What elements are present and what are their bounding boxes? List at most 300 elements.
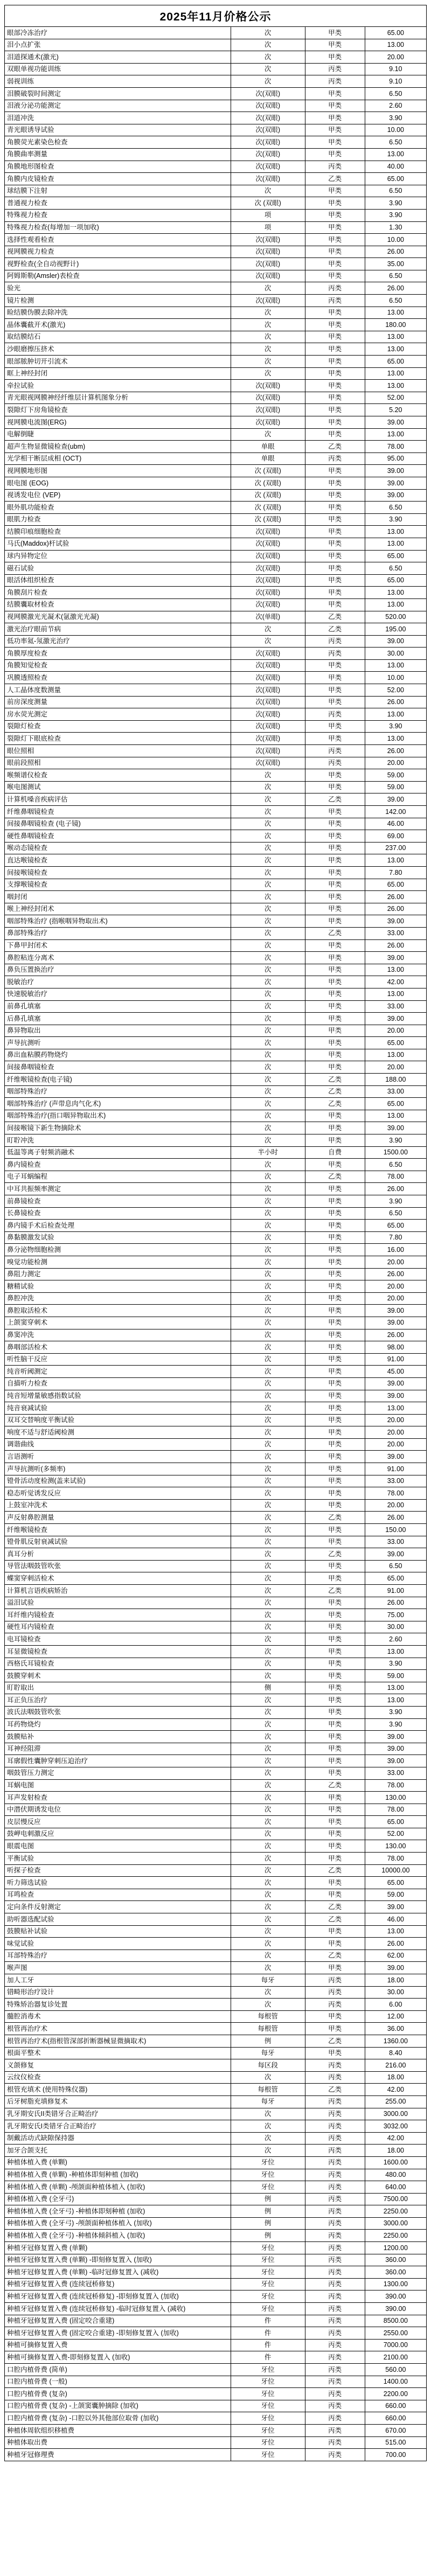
table-row [5,2339,427,2351]
table-row [5,234,427,246]
table-row [5,2388,427,2400]
table-row [5,915,427,928]
item-name-cell: 口腔内植骨费 (简单) [5,2364,231,2376]
item-name-cell: 听性脑干反应 [5,1353,231,1366]
item-class-cell: 甲类 [305,1414,365,1426]
table-row [5,356,427,368]
item-class-cell: 甲类 [305,1438,365,1451]
item-unit-cell: 次 (双眼) [231,477,305,489]
table-row [5,830,427,843]
item-name-cell: 泪膜破裂时间测定 [5,87,231,100]
item-price-cell: 7.80 [365,866,426,879]
item-class-cell: 甲类 [305,1390,365,1402]
table-row [5,1366,427,1378]
item-price-cell: 78.00 [365,1779,426,1792]
item-class-cell: 丙类 [305,2242,365,2254]
table-row [5,2217,427,2230]
table-row [5,2254,427,2266]
item-price-cell: 6.50 [365,185,426,197]
item-price-cell: 20.00 [365,1061,426,1074]
item-unit-cell: 次(双眼) [231,234,305,246]
item-class-cell: 甲类 [305,404,365,416]
item-price-cell: 36.00 [365,2023,426,2035]
item-name-cell: 角膜厚度检查 [5,648,231,660]
item-name-cell: 计算机言语疾病矫治 [5,1585,231,1597]
item-unit-cell: 牙位 [231,2290,305,2303]
table-row [5,927,427,939]
item-class-cell: 乙类 [305,1074,365,1086]
item-price-cell: 520.00 [365,611,426,623]
item-name-cell: 验光 [5,282,231,295]
item-unit-cell: 次 [231,1804,305,1816]
table-row [5,976,427,988]
item-class-cell: 甲类 [305,1244,365,1256]
item-name-cell: 种植体取出费 [5,2436,231,2449]
item-price-cell: 18.00 [365,1974,426,1987]
table-row [5,2436,427,2449]
item-unit-cell: 次 [231,1706,305,1718]
item-class-cell: 甲类 [305,598,365,611]
item-unit-cell: 次(双眼) [231,112,305,124]
item-class-cell: 甲类 [305,221,365,234]
table-row [5,1280,427,1293]
item-class-cell: 丙类 [305,2120,365,2133]
item-name-cell: 双耳交替响度平衡试验 [5,1414,231,1426]
table-row [5,2376,427,2388]
item-unit-cell: 次 [231,307,305,319]
table-row [5,587,427,599]
item-unit-cell: 次 [231,75,305,88]
item-name-cell: 泪道探通术(激光) [5,51,231,64]
item-unit-cell: 次 [231,1110,305,1122]
item-price-cell: 3.90 [365,720,426,733]
table-row [5,2071,427,2084]
table-row [5,1658,427,1670]
item-price-cell: 9.10 [365,75,426,88]
item-price-cell: 13.00 [365,733,426,745]
item-name-cell: 泪液分泌功能测定 [5,100,231,112]
table-row [5,648,427,660]
item-unit-cell: 次(双眼) [231,136,305,149]
table-row [5,331,427,343]
item-class-cell: 甲类 [305,866,365,879]
item-price-cell: 360.00 [365,2266,426,2279]
item-price-cell: 39.00 [365,1305,426,1317]
item-price-cell: 7000.00 [365,2339,426,2351]
item-class-cell: 甲类 [305,879,365,891]
item-name-cell: 义颌修复 [5,2059,231,2072]
item-price-cell: 6.50 [365,136,426,149]
item-unit-cell: 牙位 [231,2181,305,2194]
item-price-cell: 39.00 [365,1122,426,1134]
item-name-cell: 定向条件反射测定 [5,1901,231,1913]
item-class-cell: 甲类 [305,1268,365,1280]
item-class-cell: 丙类 [305,635,365,648]
item-name-cell: 声反射鼻腔测量 [5,1512,231,1524]
item-name-cell: 视网膜视力检查 [5,246,231,258]
item-unit-cell: 次 [231,1877,305,1889]
item-class-cell: 甲类 [305,1049,365,1061]
item-unit-cell: 次 [231,63,305,75]
item-name-cell: 助听器选配试验 [5,1913,231,1926]
table-row [5,1524,427,1536]
item-price-cell: 16.00 [365,1244,426,1256]
item-unit-cell: 次 [231,1159,305,1171]
item-name-cell: 种植牙冠修复置入费 (连续冠桥修复) [5,2278,231,2290]
table-row [5,1840,427,1853]
item-unit-cell: 件 [231,2327,305,2340]
item-name-cell: 镫骨肌反射衰减试验 [5,1536,231,1548]
item-price-cell: 33.00 [365,1475,426,1487]
item-name-cell: 鼻负压置换治疗 [5,964,231,976]
item-name-cell: 鼓膜穿刺术 [5,1670,231,1682]
item-class-cell: 甲类 [305,1889,365,1901]
item-price-cell: 91.00 [365,1353,426,1366]
table-row [5,2327,427,2340]
item-price-cell: 6.50 [365,562,426,575]
item-price-cell: 2.60 [365,100,426,112]
table-row [5,1159,427,1171]
item-class-cell: 丙类 [305,2266,365,2279]
table-row [5,2095,427,2108]
item-unit-cell: 牙位 [231,2376,305,2388]
item-price-cell: 13.00 [365,367,426,380]
item-class-cell: 乙类 [305,611,365,623]
item-unit-cell: 次 [231,1864,305,1877]
table-row [5,2278,427,2290]
item-unit-cell: 例 [231,2230,305,2242]
item-class-cell: 丙类 [305,2254,365,2266]
item-name-cell: 口腔内植骨费 (复杂) -上颌窦囊肿摘除 (加收) [5,2400,231,2412]
item-price-cell: 39.00 [365,952,426,964]
table-body [5,27,427,2461]
item-price-cell: 65.00 [365,173,426,185]
table-row [5,2084,427,2096]
item-name-cell: 角膜知觉检查 [5,659,231,672]
item-name-cell: 种植可摘修复置入费-即刻修复置入 (加收) [5,2351,231,2364]
item-unit-cell: 次 [231,1889,305,1901]
table-row [5,197,427,210]
item-unit-cell: 次 [231,1609,305,1621]
item-price-cell: 1500.00 [365,1146,426,1159]
item-class-cell: 丙类 [305,2303,365,2315]
item-unit-cell: 次 [231,866,305,879]
item-name-cell: 真耳分析 [5,1548,231,1561]
item-name-cell: 眼活体组织检查 [5,574,231,587]
item-name-cell: 上鼓室冲洗术 [5,1499,231,1512]
item-class-cell: 甲类 [305,562,365,575]
item-name-cell: 超声生物显微镜检查(ubm) [5,441,231,453]
item-price-cell: 3000.00 [365,2108,426,2120]
item-price-cell: 13.00 [365,1110,426,1122]
table-row [5,635,427,648]
table-row [5,1049,427,1061]
item-name-cell: 耳部特殊治疗 [5,1950,231,1962]
table-row [5,1877,427,1889]
table-row [5,1390,427,1402]
item-name-cell: 喉动态镜检查 [5,842,231,854]
item-class-cell: 甲类 [305,1804,365,1816]
item-class-cell: 甲类 [305,1731,365,1743]
item-class-cell: 乙类 [305,1913,365,1926]
item-price-cell: 3.90 [365,1718,426,1731]
table-row [5,1463,427,1475]
item-price-cell: 59.00 [365,781,426,793]
table-row [5,1816,427,1828]
item-name-cell: 鼻分泌物细胞检测 [5,1244,231,1256]
item-unit-cell: 次 [231,976,305,988]
item-name-cell: 种植牙冠修复置入费 (固定咬合重建) [5,2315,231,2327]
item-price-cell: 515.00 [365,2436,426,2449]
item-unit-cell: 次 [231,2071,305,2084]
item-price-cell: 2100.00 [365,2351,426,2364]
item-class-cell: 甲类 [305,1658,365,1670]
item-name-cell: 盯聍冲洗 [5,1134,231,1147]
item-unit-cell: 次 [231,1207,305,1220]
item-unit-cell: 次 [231,1560,305,1572]
item-class-cell: 甲类 [305,988,365,1000]
item-price-cell: 30.00 [365,1621,426,1633]
item-class-cell: 甲类 [305,915,365,928]
item-class-cell: 甲类 [305,380,365,392]
item-price-cell: 65.00 [365,356,426,368]
table-row [5,1925,427,1938]
table-row [5,745,427,757]
table-row [5,1853,427,1865]
item-price-cell: 26.00 [365,939,426,952]
item-unit-cell: 次 [231,1451,305,1463]
item-name-cell: 脱敏治疗 [5,976,231,988]
item-price-cell: 1200.00 [365,2242,426,2254]
table-row [5,1146,427,1159]
item-unit-cell: 次 [231,2108,305,2120]
table-row [5,854,427,867]
item-price-cell: 13.00 [365,538,426,550]
item-class-cell: 甲类 [305,1195,365,1208]
item-name-cell: 根管再治疗术 [5,2023,231,2035]
item-class-cell: 甲类 [305,659,365,672]
item-class-cell: 丙类 [305,75,365,88]
item-class-cell: 丙类 [305,282,365,295]
item-name-cell: 眼位照相 [5,745,231,757]
item-unit-cell: 次(双眼) [231,416,305,429]
item-class-cell: 丙类 [305,2217,365,2230]
table-row [5,611,427,623]
item-unit-cell: 次 [231,1524,305,1536]
item-name-cell: 咽封闭 [5,891,231,903]
table-row [5,1402,427,1415]
item-unit-cell: 次 (双眼) [231,513,305,526]
item-unit-cell: 次 [231,1512,305,1524]
item-name-cell: 睑结膜伪膜去除冲洗 [5,307,231,319]
table-row [5,270,427,282]
item-unit-cell: 次 [231,1572,305,1585]
item-class-cell: 丙类 [305,2351,365,2364]
item-name-cell: 溢泪试验 [5,1597,231,1609]
item-price-cell: 33.00 [365,1085,426,1098]
item-name-cell: 嗅觉功能检测 [5,1256,231,1268]
item-class-cell: 乙类 [305,1548,365,1561]
item-name-cell: 喉电图测试 [5,781,231,793]
item-class-cell: 丙类 [305,2376,365,2388]
item-class-cell: 丙类 [305,2059,365,2072]
table-row [5,1743,427,1755]
item-name-cell: 调谐曲线 [5,1438,231,1451]
table-row [5,1268,427,1280]
item-class-cell: 丙类 [305,2145,365,2157]
item-class-cell: 甲类 [305,964,365,976]
item-class-cell: 甲类 [305,1463,365,1475]
item-name-cell: 特殊矫治器复诊处置 [5,1999,231,2011]
item-class-cell: 甲类 [305,367,365,380]
item-unit-cell: 次(双眼) [231,733,305,745]
item-unit-cell: 次 [231,1755,305,1767]
item-price-cell: 20.00 [365,1414,426,1426]
item-class-cell: 甲类 [305,1816,365,1828]
table-row [5,2010,427,2023]
item-unit-cell: 次 [231,1718,305,1731]
table-row [5,1633,427,1646]
item-class-cell: 甲类 [305,1329,365,1341]
item-name-cell: 声导抗测听 [5,1037,231,1049]
item-class-cell: 乙类 [305,1779,365,1792]
item-unit-cell: 次 [231,1061,305,1074]
item-price-cell: 39.00 [365,1731,426,1743]
table-row [5,1171,427,1183]
table-row [5,1864,427,1877]
item-class-cell: 甲类 [305,1451,365,1463]
item-unit-cell: 牙位 [231,2156,305,2169]
item-class-cell: 甲类 [305,209,365,221]
item-price-cell: 2250.00 [365,2205,426,2218]
item-price-cell: 130.00 [365,1792,426,1804]
table-row [5,1670,427,1682]
item-name-cell: 喉声图 [5,1962,231,1974]
item-name-cell: 硬性耳内镜检查 [5,1621,231,1633]
table-row [5,672,427,684]
item-name-cell: 乳牙期安氏I类错牙合正畸治疗 [5,2120,231,2133]
item-price-cell: 13.00 [365,659,426,672]
item-unit-cell: 次(双眼) [231,173,305,185]
item-name-cell: 裂隙灯下房角镜检查 [5,404,231,416]
item-unit-cell: 次 [231,806,305,818]
table-row [5,903,427,915]
item-name-cell: 青光眼视网膜神经纤维层计算机图象分析 [5,392,231,404]
item-class-cell: 丙类 [305,2230,365,2242]
table-row [5,27,427,39]
item-unit-cell: 次 [231,1256,305,1268]
item-class-cell: 甲类 [305,2047,365,2059]
item-unit-cell: 牙位 [231,2364,305,2376]
item-name-cell: 鼻窦冲洗 [5,1329,231,1341]
item-unit-cell: 例 [231,2217,305,2230]
item-name-cell: 后牙树脂充填修复术 [5,2095,231,2108]
table-row [5,659,427,672]
item-class-cell: 乙类 [305,1512,365,1524]
item-class-cell: 乙类 [305,2084,365,2096]
item-unit-cell: 次 [231,2132,305,2145]
item-unit-cell: 牙位 [231,2278,305,2290]
item-price-cell: 13.00 [365,1645,426,1658]
item-unit-cell: 牙位 [231,2436,305,2449]
table-row [5,1585,427,1597]
item-name-cell: 前鼻孔填塞 [5,1000,231,1013]
table-row [5,2315,427,2327]
item-unit-cell: 次 [231,1767,305,1779]
item-price-cell: 10.00 [365,234,426,246]
item-unit-cell: 次 [231,1828,305,1840]
item-name-cell: 言语测听 [5,1451,231,1463]
table-row [5,793,427,806]
item-price-cell: 91.00 [365,1585,426,1597]
item-name-cell: 耳纤维内镜检查 [5,1609,231,1621]
item-name-cell: 西格氏耳镜检查 [5,1658,231,1670]
item-price-cell: 3.90 [365,1658,426,1670]
item-price-cell: 8.40 [365,2047,426,2059]
table-row [5,1913,427,1926]
item-unit-cell: 次 [231,2145,305,2157]
item-price-cell: 13.00 [365,1925,426,1938]
item-class-cell: 丙类 [305,1999,365,2011]
item-name-cell: 口腔内植骨费 (一般) [5,2376,231,2388]
item-name-cell: 眼肌力检查 [5,513,231,526]
table-row [5,1694,427,1707]
table-row [5,1305,427,1317]
table-row [5,1560,427,1572]
item-name-cell: 纤维喉镜检查(电子镜) [5,1074,231,1086]
table-row [5,1999,427,2011]
item-class-cell: 甲类 [305,1718,365,1731]
item-price-cell: 33.00 [365,1767,426,1779]
table-row [5,2169,427,2181]
table-row [5,2364,427,2376]
item-price-cell: 39.00 [365,793,426,806]
item-unit-cell: 次 [231,1244,305,1256]
item-name-cell: 种植牙冠修理费 [5,2449,231,2461]
item-unit-cell: 次 [231,1292,305,1305]
item-name-cell: 听力筛选试验 [5,1877,231,1889]
item-class-cell: 丙类 [305,2205,365,2218]
item-unit-cell: 牙位 [231,2412,305,2425]
table-row [5,502,427,514]
item-price-cell: 78.00 [365,1853,426,1865]
item-name-cell: 视诱发电位 (VEP) [5,489,231,502]
item-unit-cell: 次 [231,988,305,1000]
item-price-cell: 30.00 [365,648,426,660]
item-class-cell: 甲类 [305,574,365,587]
item-unit-cell: 次(双眼) [231,538,305,550]
item-unit-cell: 次 (双眼) [231,489,305,502]
item-class-cell: 甲类 [305,1134,365,1147]
item-price-cell: 52.00 [365,392,426,404]
item-unit-cell: 件 [231,2315,305,2327]
item-price-cell: 1300.00 [365,2278,426,2290]
item-unit-cell: 单眼 [231,441,305,453]
item-name-cell: 选择性观看检查 [5,234,231,246]
item-unit-cell: 次 [231,1694,305,1707]
item-name-cell: 球结膜下注射 [5,185,231,197]
item-name-cell: 鼻腔粘连分离术 [5,952,231,964]
item-name-cell: 间接喉镜下新生物摘除术 [5,1122,231,1134]
item-price-cell: 8500.00 [365,2315,426,2327]
table-row [5,148,427,161]
item-class-cell: 甲类 [305,1280,365,1293]
item-name-cell: 镜片检测 [5,295,231,307]
item-price-cell: 6.50 [365,295,426,307]
item-class-cell: 甲类 [305,538,365,550]
table-row [5,1085,427,1098]
item-price-cell: 39.00 [365,1755,426,1767]
